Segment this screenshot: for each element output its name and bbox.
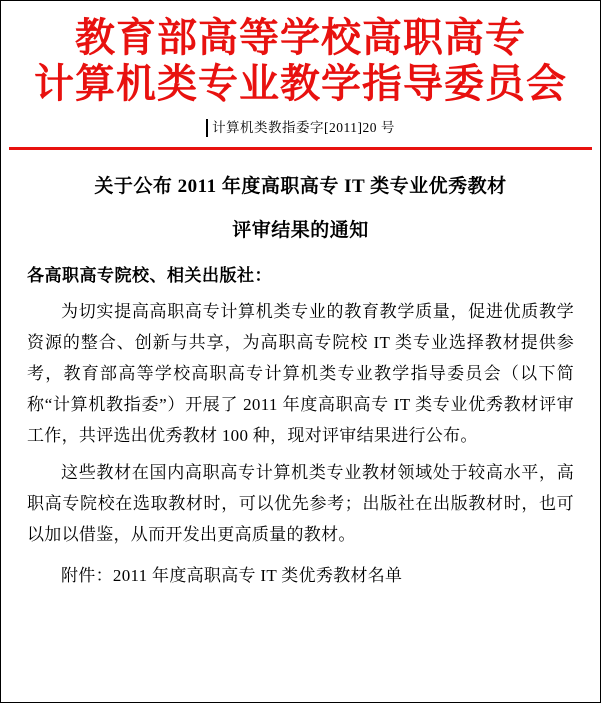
masthead-line-2: 计算机类专业教学指导委员会 (34, 60, 567, 107)
attachment-line: 附件：2011 年度高职高专 IT 类优秀教材名单 (61, 566, 403, 585)
page-title-line-2: 评审结果的通知 (232, 220, 369, 241)
red-divider (9, 147, 592, 150)
body-paragraph: 这些教材在国内高职高专计算机类专业教材领域处于较高水平，高职高专院校在选取教材时，可以优先参考；出版社在出版教材时，也可以加以借鉴，从而开发出更高质量的教材。 (27, 463, 574, 544)
masthead-line-1: 教育部高等学校高职高专 (75, 14, 526, 61)
document-number-row (1, 119, 600, 137)
page-title-line-1: 关于公布 2011 年度高职高专 IT 类专业优秀教材 (94, 176, 507, 197)
salutation: 各高职高专院校、相关出版社： (27, 266, 272, 285)
body-paragraph: 为切实提高高职高专计算机类专业的教育教学质量，促进优质教学资源的整合、创新与共享，为高职高专院校 IT 类专业选择教材提供参考，教育部高等学校高职高专计算机类专业教学指导委员会（以下简称“计算机教指委”）开展了 2011 年度高职高专 IT 类专业优秀教材评审工作，共评选出优秀教材 100 种，现对评审结果进行公布。 (27, 302, 574, 445)
document-number: 计算机类教指委字[2011]20 号 (206, 119, 395, 137)
masthead (1, 1, 600, 107)
document-body (1, 172, 600, 591)
